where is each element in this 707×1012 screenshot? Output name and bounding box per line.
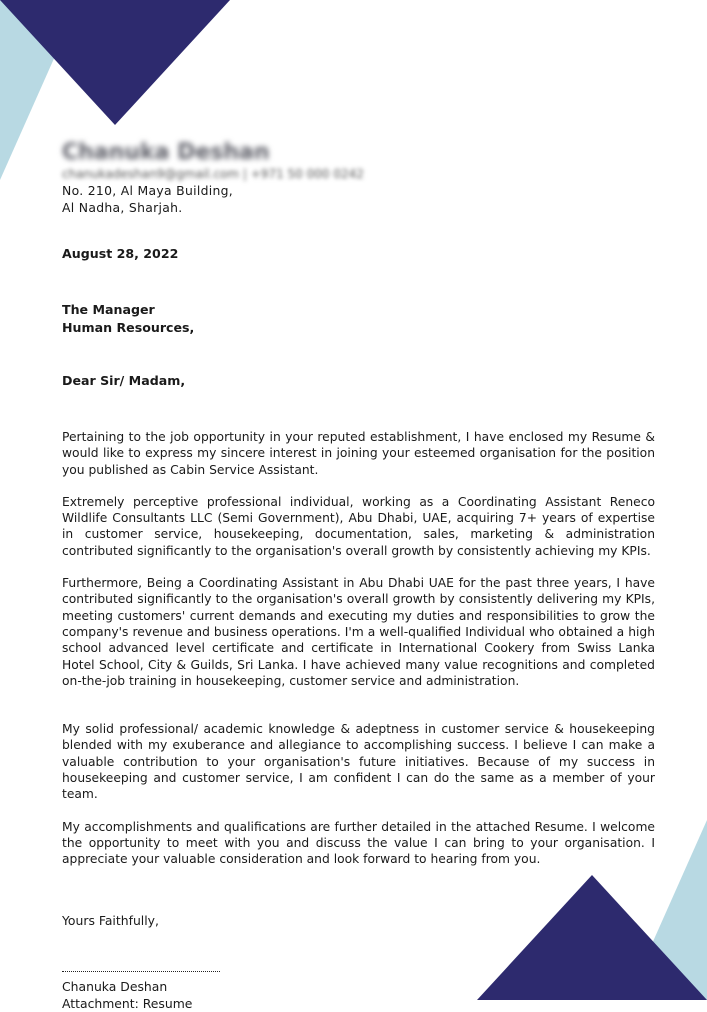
paragraph-intro: Pertaining to the job opportunity in your reputed establishment, I have enclosed my Resume & would like to express my sincere interest in joining your esteemed organisation for the position you published as Cabin Service Assistant.: [62, 430, 655, 477]
letter-body: [62, 140, 655, 1012]
letter-date: August 28, 2022: [62, 246, 179, 261]
paragraph-qualifications: Furthermore, Being a Coordinating Assistant in Abu Dhabi UAE for the past three years, I have contributed significantly to the organisation's overall growth by consistently delivering my KPIs, meeting customers' current demands and executing my duties and responsibilities to grow the company's revenue and business operations. I'm a well-qualified Individual who obtained a high school advanced level certificate and certificate in International Cookery from Swiss Lanka Hotel School, City & Guilds, Sri Lanka. I have achieved many value recognitions and completed on-the-job training in housekeeping, customer service and administration.: [62, 576, 655, 688]
sender-name-redacted: Chanuka Deshan: [62, 140, 270, 165]
signature-line: [62, 971, 220, 972]
recipient-title: The Manager: [62, 302, 155, 317]
paragraph-contribution: My solid professional/ academic knowledge & adeptness in customer service & housekeeping blended with my exuberance and allegiance to accomplishing success. I believe I can make a valuable contribution to your organisation's future initiatives. Because of my success in housekeeping and customer service, I am confident I can do the same as a member of your team.: [62, 722, 655, 802]
address-line-2: Al Nadha, Sharjah.: [62, 200, 183, 215]
sender-contact-redacted: chanukadeshan9@gmail.com | +971 50 000 0242: [62, 167, 364, 181]
paragraph-closing: My accomplishments and qualifications are further detailed in the attached Resume. I welcome the opportunity to meet with you and discuss the value I can bring to your organisation. I appreciate your valuable consideration and look forward to hearing from you.: [62, 819, 655, 867]
paragraph-experience: Extremely perceptive professional individual, working as a Coordinating Assistant Reneco Wildlife Consultants LLC (Semi Government), Abu Dhabi, UAE, acquiring 7+ years of expertise in customer service, housekeeping, documentation, sales, marketing & administration contributed significantly to the organisation's overall growth by consistently achieving my KPIs.: [62, 494, 655, 558]
top-left-dark-triangle: [0, 0, 230, 125]
recipient-department: Human Resources,: [62, 320, 195, 335]
address-line-1: No. 210, Al Maya Building,: [62, 183, 234, 198]
salutation: Dear Sir/ Madam,: [62, 373, 186, 388]
closing-phrase: Yours Faithfully,: [62, 912, 159, 928]
signer-name: Chanuka Deshan: [62, 978, 168, 994]
attachment-note: Attachment: Resume: [62, 995, 193, 1011]
recipient-block: [62, 301, 655, 337]
